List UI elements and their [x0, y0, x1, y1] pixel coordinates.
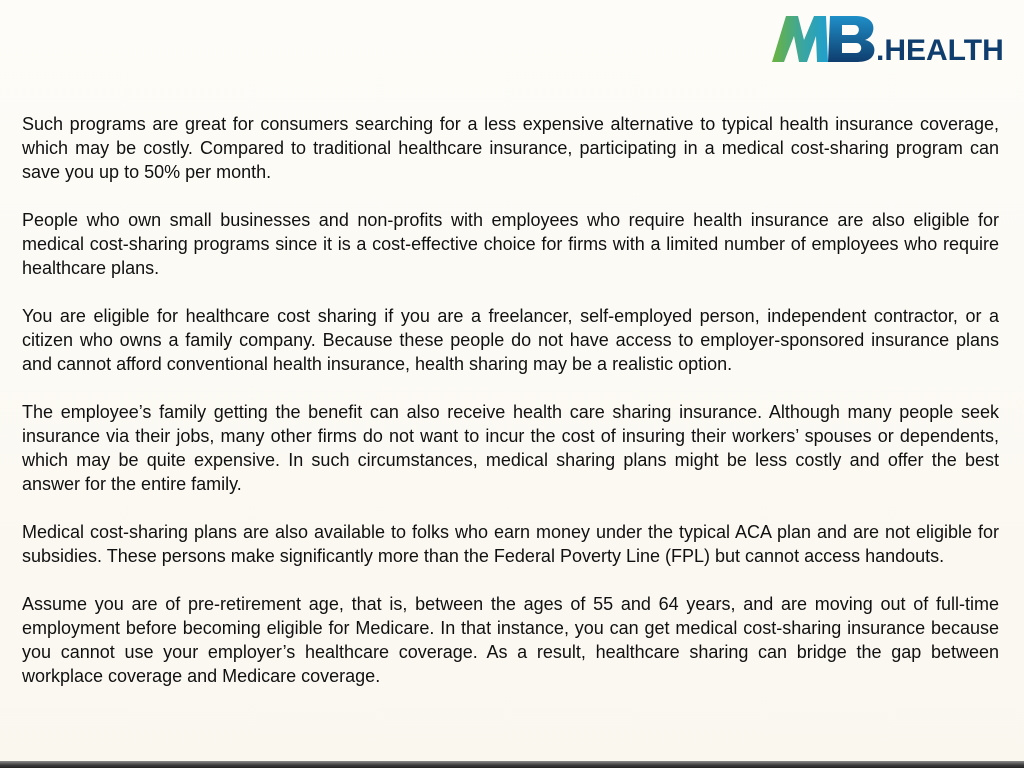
paragraph-6: Assume you are of pre-retirement age, that is, between the ages of 55 and 64 years, and are moving out of full-time employment before becoming eligible for Medicare. In that instance, you can get medical cost-sharing insurance because you cannot use your employer’s healthcare coverage. As a result, healthcare sharing can bridge the gap between workplace coverage and Medicare coverage.	[22, 594, 999, 686]
paragraph-3: You are eligible for healthcare cost sharing if you are a freelancer, self-employed person, independent contractor, or a citizen who owns a family company. Because these people do not have access to employer-sponsored insurance plans and cannot afford conventional health insurance, health sharing may be a realistic option.	[22, 306, 999, 374]
body-text	[22, 112, 999, 712]
paragraph-1: Such programs are great for consumers searching for a less expensive alternative to typical health insurance coverage, which may be costly. Compared to traditional healthcare insurance, participating in a medical cost-sharing program can save you up to 50% per month.	[22, 114, 999, 182]
paragraph-4: The employee’s family getting the benefit can also receive health care sharing insurance. Although many people seek insurance via their jobs, many other firms do not want to incur the cost of insuring their workers’ spouses or dependents, which may be quite expensive. In such circumstances, medical sharing plans might be less costly and offer the best answer for the entire family.	[22, 402, 999, 494]
paragraph-2: People who own small businesses and non-profits with employees who require health insurance are also eligible for medical cost-sharing programs since it is a cost-effective choice for firms with a limited number of employees who require healthcare plans.	[22, 210, 999, 278]
logo-m-shape	[772, 16, 828, 62]
bottom-border-bar	[0, 761, 1024, 768]
mb-health-logo	[770, 12, 1006, 68]
mb-health-logo-graphic	[770, 12, 1006, 68]
logo-b-shape	[828, 16, 874, 62]
paragraph-5: Medical cost-sharing plans are also available to folks who earn money under the typical ACA plan and are not eligible for subsidies. These persons make significantly more than the Federal Poverty Line (FPL) but cannot access handouts.	[22, 522, 999, 566]
logo-text: .HEALTH	[876, 34, 1004, 67]
